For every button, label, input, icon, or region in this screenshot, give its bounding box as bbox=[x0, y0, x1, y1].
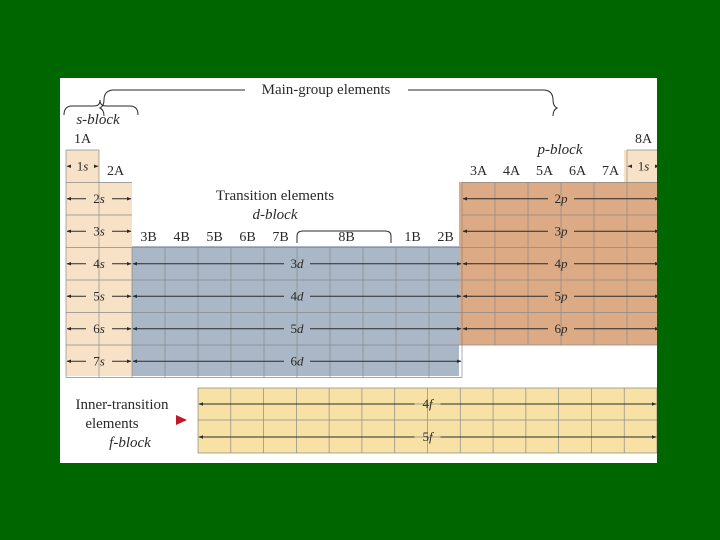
s-block-region-group2 bbox=[99, 182, 132, 376]
orbital-letter: s bbox=[99, 223, 105, 239]
orbital-letter: f bbox=[428, 429, 433, 444]
orbital-label bbox=[555, 191, 569, 206]
orbital-letter: s bbox=[83, 158, 89, 174]
orbital-letter: s bbox=[99, 288, 105, 304]
group-8b-label: 8B bbox=[338, 230, 355, 245]
orbital-number: 1 bbox=[76, 158, 84, 174]
orbital-number: 6 bbox=[554, 320, 561, 336]
orbital-number: 4 bbox=[554, 255, 561, 271]
orbital-number: 6 bbox=[290, 353, 297, 369]
orbital-number: 5 bbox=[290, 320, 297, 336]
p-block-label bbox=[537, 142, 583, 158]
group-4b-label: 4B bbox=[173, 230, 190, 245]
group-3a-label: 3A bbox=[469, 164, 488, 179]
orbital-label bbox=[638, 158, 650, 173]
group-1a-label: 1A bbox=[73, 132, 92, 147]
orbital-label bbox=[291, 288, 305, 303]
group-7a-label: 7A bbox=[601, 164, 620, 179]
group-3b-label: 3B bbox=[140, 230, 157, 245]
orbital-number: 5 bbox=[554, 288, 561, 304]
s-block-label bbox=[76, 112, 120, 128]
orbital-letter: s bbox=[99, 353, 105, 369]
orbital-letter: d bbox=[297, 288, 304, 304]
group-1b-label: 1B bbox=[404, 230, 421, 245]
orbital-letter: s bbox=[99, 320, 105, 336]
d-block-label bbox=[253, 207, 298, 223]
group-2b-label: 2B bbox=[437, 230, 454, 245]
orbital-label bbox=[291, 256, 305, 271]
transition-label: Transition elements bbox=[215, 188, 335, 204]
orbital-number: 2 bbox=[93, 190, 100, 206]
orbital-label bbox=[77, 158, 89, 173]
orbital-label bbox=[555, 223, 569, 238]
inner-transition-label: Inner-transition bbox=[75, 397, 169, 413]
group-5b-label: 5B bbox=[206, 230, 223, 245]
orbital-label bbox=[93, 191, 105, 206]
orbital-number: 5 bbox=[93, 288, 100, 304]
orbital-number: 1 bbox=[637, 158, 645, 174]
orbital-label bbox=[93, 288, 105, 303]
orbital-number: 6 bbox=[93, 320, 100, 336]
main-group-label: Main-group elements bbox=[261, 82, 391, 98]
orbital-letter: p bbox=[561, 255, 568, 271]
orbital-letter: p bbox=[561, 320, 568, 336]
orbital-label bbox=[291, 353, 305, 368]
orbital-label bbox=[555, 321, 569, 336]
orbital-letter: s bbox=[99, 255, 105, 271]
orbital-letter: d bbox=[297, 255, 304, 271]
orbital-label bbox=[291, 321, 305, 336]
s-block-label-text: s-block bbox=[76, 112, 120, 128]
orbital-number: 5 bbox=[422, 429, 429, 444]
group-6b-label: 6B bbox=[239, 230, 256, 245]
orbital-number: 7 bbox=[93, 353, 100, 369]
f-block-label bbox=[109, 435, 151, 451]
group-4a-label: 4A bbox=[502, 164, 521, 179]
orbital-label bbox=[93, 321, 105, 336]
orbital-letter: p bbox=[561, 190, 568, 206]
orbital-label bbox=[93, 256, 105, 271]
inner-transition-elements-label: elements bbox=[85, 416, 139, 432]
orbital-letter: s bbox=[644, 158, 650, 174]
periodic-table-blocks-diagram bbox=[60, 78, 657, 463]
d-block-label-text: d-block bbox=[252, 207, 298, 223]
orbital-label bbox=[555, 288, 569, 303]
f-block-label-text: f-block bbox=[109, 435, 151, 451]
orbital-number: 4 bbox=[93, 255, 100, 271]
orbital-letter: s bbox=[99, 190, 105, 206]
orbital-letter: p bbox=[561, 288, 568, 304]
orbital-letter: p bbox=[561, 223, 568, 239]
group-5a-label: 5A bbox=[535, 164, 554, 179]
orbital-letter: d bbox=[297, 320, 304, 336]
orbital-number: 4 bbox=[422, 396, 429, 411]
group-8a-label: 8A bbox=[634, 132, 653, 147]
group-2a-label: 2A bbox=[106, 164, 125, 179]
group-6a-label: 6A bbox=[568, 164, 587, 179]
orbital-number: 2 bbox=[554, 190, 561, 206]
orbital-letter: f bbox=[428, 396, 433, 411]
orbital-number: 3 bbox=[290, 255, 297, 271]
orbital-number: 3 bbox=[93, 223, 100, 239]
orbital-number: 4 bbox=[290, 288, 297, 304]
orbital-label bbox=[555, 256, 569, 271]
orbital-label bbox=[93, 223, 105, 238]
red-pointer-icon bbox=[176, 415, 187, 425]
p-block-label-text: p-block bbox=[537, 142, 583, 158]
group-7b-label: 7B bbox=[272, 230, 289, 245]
orbital-number: 3 bbox=[554, 223, 561, 239]
slide-panel bbox=[60, 78, 657, 463]
orbital-label bbox=[93, 353, 105, 368]
orbital-letter: d bbox=[297, 353, 304, 369]
